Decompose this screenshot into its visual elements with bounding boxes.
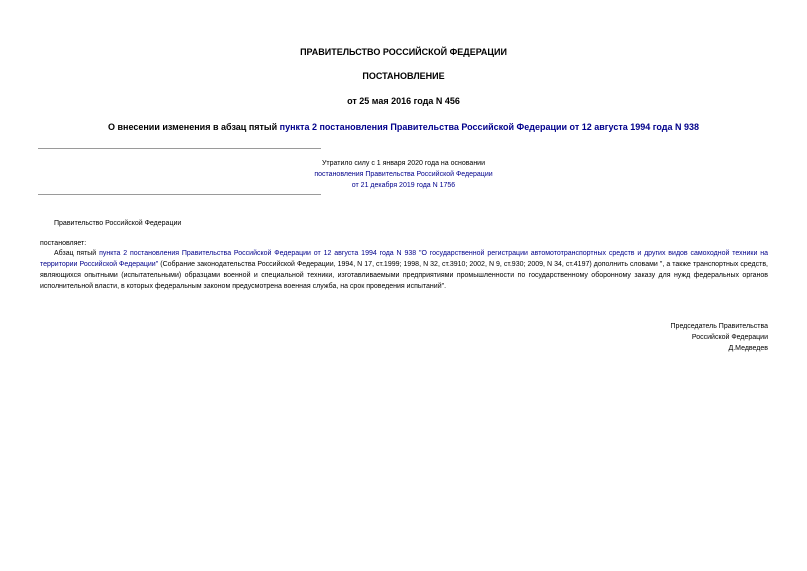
government-name: ПРАВИТЕЛЬСТВО РОССИЙСКОЙ ФЕДЕРАЦИИ <box>300 47 507 57</box>
title-prefix: О внесении изменения в абзац пятый <box>107 122 280 132</box>
document-date-number: от 25 мая 2016 года N 456 <box>347 96 460 106</box>
signature-country: Российской Федерации <box>691 334 768 341</box>
signature-position: Председатель Правительства <box>670 323 768 330</box>
document-title <box>40 121 767 133</box>
issuer-text: Правительство Российской Федерации <box>54 220 182 227</box>
signature-name: Д.Медведев <box>728 345 768 352</box>
repeal-note-line1: Утратило силу с 1 января 2020 года на основании <box>321 160 486 167</box>
paragraph-rest: (Собрание законодательства Российской Федерации, 1994, N 17, ст.1999; 1998, N 32, ст.3910; 2002, N 9, ст.930; 2009, N 34, ст.4197) дополнить словами ", а также транспортных средств, являющихся опытными (испытательными) образцами военной и специальной техники, изготавливаемыми предприятиями промышленности по государственному оборонному заказу для нужд федеральных органов исполнительной власти, в которых федеральным законом предусмотрена военная служба, на срок проведения испытаний". <box>40 261 769 290</box>
separator-bottom <box>38 194 321 195</box>
separator-top <box>38 148 321 149</box>
amendment-paragraph <box>40 248 768 292</box>
title-link[interactable]: пункта 2 постановления Правительства Российской Федерации от 12 августа 1994 года N 938 <box>279 122 700 132</box>
paragraph-link-decree[interactable]: пункта 2 постановления Правительства Российской Федерации от 12 августа 1994 года N 938 <box>99 250 417 257</box>
paragraph-link-title[interactable]: "О государственной регистрации автомототранспортных средств и других видов самоходной техники на территории Российской Федерации" <box>40 250 768 268</box>
paragraph-start: Абзац пятый <box>54 250 100 257</box>
repeal-note-link-date[interactable]: от 21 декабря 2019 года N 1756 <box>351 182 456 189</box>
document-type: ПОСТАНОВЛЕНИЕ <box>362 71 445 81</box>
decrees-text: постановляет: <box>40 240 87 247</box>
repeal-note-link-decree[interactable]: постановления Правительства Российской Федерации <box>314 171 493 178</box>
